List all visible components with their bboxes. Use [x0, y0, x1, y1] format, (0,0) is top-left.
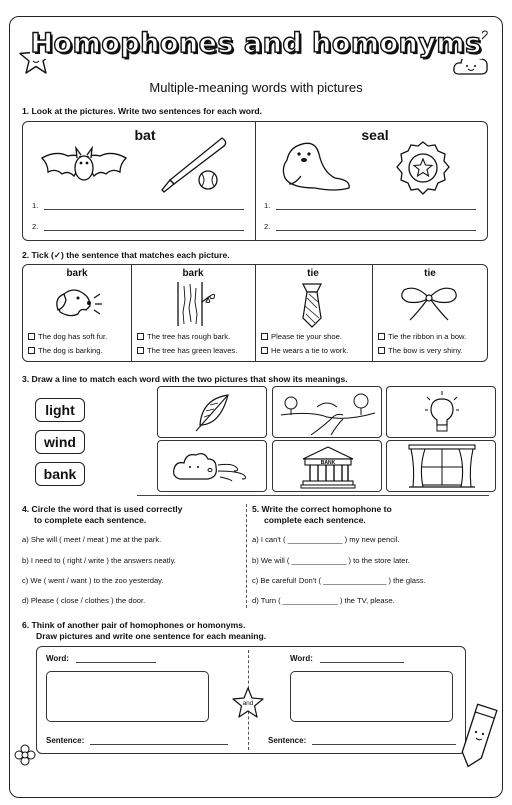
ribbon-bow-icon [398, 284, 460, 322]
q3-instruction: 3. Draw a line to match each word with the two pictures that show its meanings. [22, 374, 348, 384]
q1-bat-line2-label: 2. [32, 222, 39, 231]
checkbox[interactable] [378, 333, 385, 340]
q2-card3-word: tie [307, 268, 319, 279]
light-bulb-icon [425, 391, 459, 435]
q1-word-seal: seal [361, 127, 389, 143]
q1-seal-line1-label: 1. [264, 201, 271, 210]
q5-item-d[interactable]: d) Turn ( _____________ ) the TV, please. [252, 596, 395, 605]
q2-card3-option2-text: He wears a tie to work. [271, 346, 349, 355]
q2-card2-option2[interactable] [137, 346, 237, 356]
q6-right-drawing-box[interactable] [290, 671, 453, 722]
q1-bat-line1-label: 1. [32, 201, 39, 210]
bat-animal-icon [38, 144, 130, 192]
q5-item-c[interactable]: c) Be careful! Don't ( _______________ ) the glass. [252, 576, 426, 585]
q2-divider-3 [372, 264, 373, 362]
q6-instruction-2: Draw pictures and write one sentence for each meaning. [36, 631, 267, 641]
q3-pic-window[interactable] [386, 440, 496, 492]
q3-pic-light-bulb[interactable] [386, 386, 496, 438]
q2-divider-1 [131, 264, 132, 362]
q2-card4-option1-text: Tie the ribbon in a bow. [388, 332, 467, 341]
checkbox[interactable] [261, 347, 268, 354]
q2-card2-word: bark [182, 268, 204, 279]
q3-pic-blowing-wind[interactable] [157, 440, 267, 492]
q3-pic-bank-building[interactable] [272, 440, 382, 492]
q2-divider-2 [255, 264, 256, 362]
window-curtains-icon [407, 443, 477, 491]
q2-card2-option1-text: The tree has rough bark. [147, 332, 231, 341]
q6-left-word-label: Word: [46, 654, 69, 663]
q2-card3-option1-text: Please tie your shoe. [271, 332, 342, 341]
checkbox[interactable] [28, 333, 35, 340]
q2-card1-word: bark [66, 268, 88, 279]
q2-card1-option1[interactable] [28, 332, 107, 342]
title-wrap [0, 28, 512, 59]
q1-bat-line2[interactable] [44, 230, 244, 231]
page-subtitle: Multiple-meaning words with pictures [149, 80, 363, 95]
q3-pic-feather[interactable] [157, 386, 267, 438]
q3-separator [137, 495, 489, 496]
q6-and-label: and [242, 700, 254, 707]
q2-card4-option2-text: The bow is very shiny. [388, 346, 463, 355]
checkbox[interactable] [137, 333, 144, 340]
seal-animal-icon [275, 138, 355, 194]
checkbox[interactable] [378, 347, 385, 354]
q4-instruction-2: to complete each sentence. [34, 515, 147, 525]
river-bank-icon [281, 391, 375, 435]
q5-instruction-2: complete each sentence. [264, 515, 366, 525]
flower-icon [14, 744, 36, 766]
q5-instruction-1: 5. Write the correct homophone to [252, 504, 392, 514]
q6-instruction-1: 6. Think of another pair of homophones or homonyms. [22, 620, 246, 630]
q1-word-bat: bat [134, 127, 156, 143]
q6-left-sentence-label: Sentence: [46, 736, 85, 745]
wax-seal-stamp-icon [395, 140, 451, 196]
bank-sign-text: BANK [320, 460, 336, 466]
tree-bark-icon [172, 282, 218, 326]
q2-card1-option1-text: The dog has soft fur. [38, 332, 108, 341]
q6-left-drawing-box[interactable] [46, 671, 209, 722]
q1-instruction: 1. Look at the pictures. Write two sentences for each word. [22, 106, 263, 116]
q1-seal-line2[interactable] [276, 230, 476, 231]
q4-q5-divider [246, 504, 247, 608]
bank-building-icon [301, 445, 355, 489]
barking-dog-icon [52, 282, 104, 322]
q2-card3-option1[interactable] [261, 332, 342, 342]
wind-cloud-icon [172, 449, 254, 485]
q2-card4-option2[interactable] [378, 346, 463, 356]
q2-card4-option1[interactable] [378, 332, 466, 342]
checkbox[interactable] [28, 347, 35, 354]
q1-bat-line1[interactable] [44, 209, 244, 210]
pencil-character-icon [460, 700, 500, 770]
q6-left-sentence-line[interactable] [90, 744, 228, 745]
q2-card1-option2-text: The dog is barking. [38, 346, 103, 355]
q4-item-a[interactable]: a) She will ( meet / meat ) me at the park. [22, 535, 162, 544]
necktie-icon [299, 282, 325, 328]
page-title: Homophones and homonyms [30, 28, 482, 59]
baseball-bat-icon [158, 134, 228, 198]
checkbox[interactable] [261, 333, 268, 340]
q2-instruction: 2. Tick (✓) the sentence that matches each picture. [22, 250, 230, 260]
q3-word-bank[interactable]: bank [35, 462, 85, 486]
q6-right-sentence-line[interactable] [312, 744, 456, 745]
q2-card2-option2-text: The tree has green leaves. [147, 346, 238, 355]
q4-item-d[interactable]: d) Please ( close / clothes ) the door. [22, 596, 146, 605]
q2-card3-option2[interactable] [261, 346, 348, 356]
q6-right-word-label: Word: [290, 654, 313, 663]
q3-word-wind[interactable]: wind [35, 430, 85, 454]
checkbox[interactable] [137, 347, 144, 354]
q1-divider [255, 121, 256, 241]
q6-right-sentence-label: Sentence: [268, 736, 307, 745]
q4-instruction-1: 4. Circle the word that is used correctly [22, 504, 183, 514]
q5-item-a[interactable]: a) I can't ( _____________ ) my new pencil. [252, 535, 400, 544]
q6-right-word-line[interactable] [320, 662, 404, 663]
q4-item-b[interactable]: b) I need to ( right / write ) the answers neatly. [22, 556, 176, 565]
q5-item-b[interactable]: b) We will ( _____________ ) to the store later. [252, 556, 410, 565]
feather-icon [194, 393, 232, 433]
q3-word-light[interactable]: light [35, 398, 85, 422]
q2-card1-option2[interactable] [28, 346, 103, 356]
q2-card2-option1[interactable] [137, 332, 230, 342]
q4-item-c[interactable]: c) We ( went / want ) to the zoo yesterday. [22, 576, 164, 585]
q3-pic-river-bank[interactable] [272, 386, 382, 438]
q1-seal-line1[interactable] [276, 209, 476, 210]
q6-left-word-line[interactable] [76, 662, 156, 663]
q2-card4-word: tie [424, 268, 436, 279]
q1-seal-line2-label: 2. [264, 222, 271, 231]
